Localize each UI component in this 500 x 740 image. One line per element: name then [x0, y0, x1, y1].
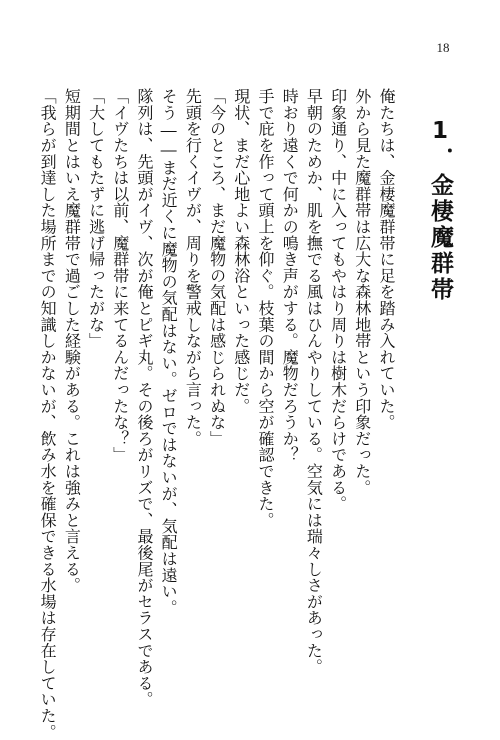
page-number: 18: [436, 40, 450, 55]
text-line: そう――まだ近くに魔物の気配はない。ゼロではないが、気配は遠い。: [159, 88, 179, 616]
text-line: 先頭を行くイヴが、周りを警戒しながら言った。: [183, 88, 203, 447]
text-line: 現状、まだ心地よい森林浴といった感じだ。: [231, 88, 251, 414]
text-line: 印象通り、中に入ってもやはり周りは樹木だらけである。: [328, 88, 348, 512]
text-line: 時おり遠くで何かの鳴き声がする。魔物だろうか？: [280, 88, 300, 463]
text-line: 「大してもたずに逃げ帰ったがな」: [86, 88, 106, 349]
text-line: 外から見た魔群帯は広大な森林地帯という印象だった。: [352, 88, 372, 496]
text-line: 手で庇を作って頭上を仰ぐ。枝葉の間から空が確認できた。: [255, 88, 275, 529]
text-line: 短期間とはいえ魔群帯で過ごした経験がある。これは強みと言える。: [62, 88, 82, 594]
text-line: 「我らが到達した場所までの知識しかないが、飲み水を確保できる水場は存在していた。: [38, 88, 58, 740]
text-line: 「イヴたちは以前、魔群帯に来てるんだったな？」: [110, 88, 130, 463]
text-line: 早朝のためか、肌を撫でる風はひんやりしている。空気には瑞々しさがあった。: [304, 88, 324, 675]
chapter-title: 1．金棲魔群帯: [427, 118, 453, 303]
text-line: 「今のところ、まだ魔物の気配は感じられぬな」: [207, 88, 227, 447]
text-line: 俺たちは、金棲魔群帯に足を踏み入れていた。: [377, 88, 396, 431]
body-text: [35, 88, 398, 740]
text-line: 隊列は、先頭がイヴ、次が俺とピギ丸。その後ろがリズで、最後尾がセラスである。: [134, 88, 154, 708]
